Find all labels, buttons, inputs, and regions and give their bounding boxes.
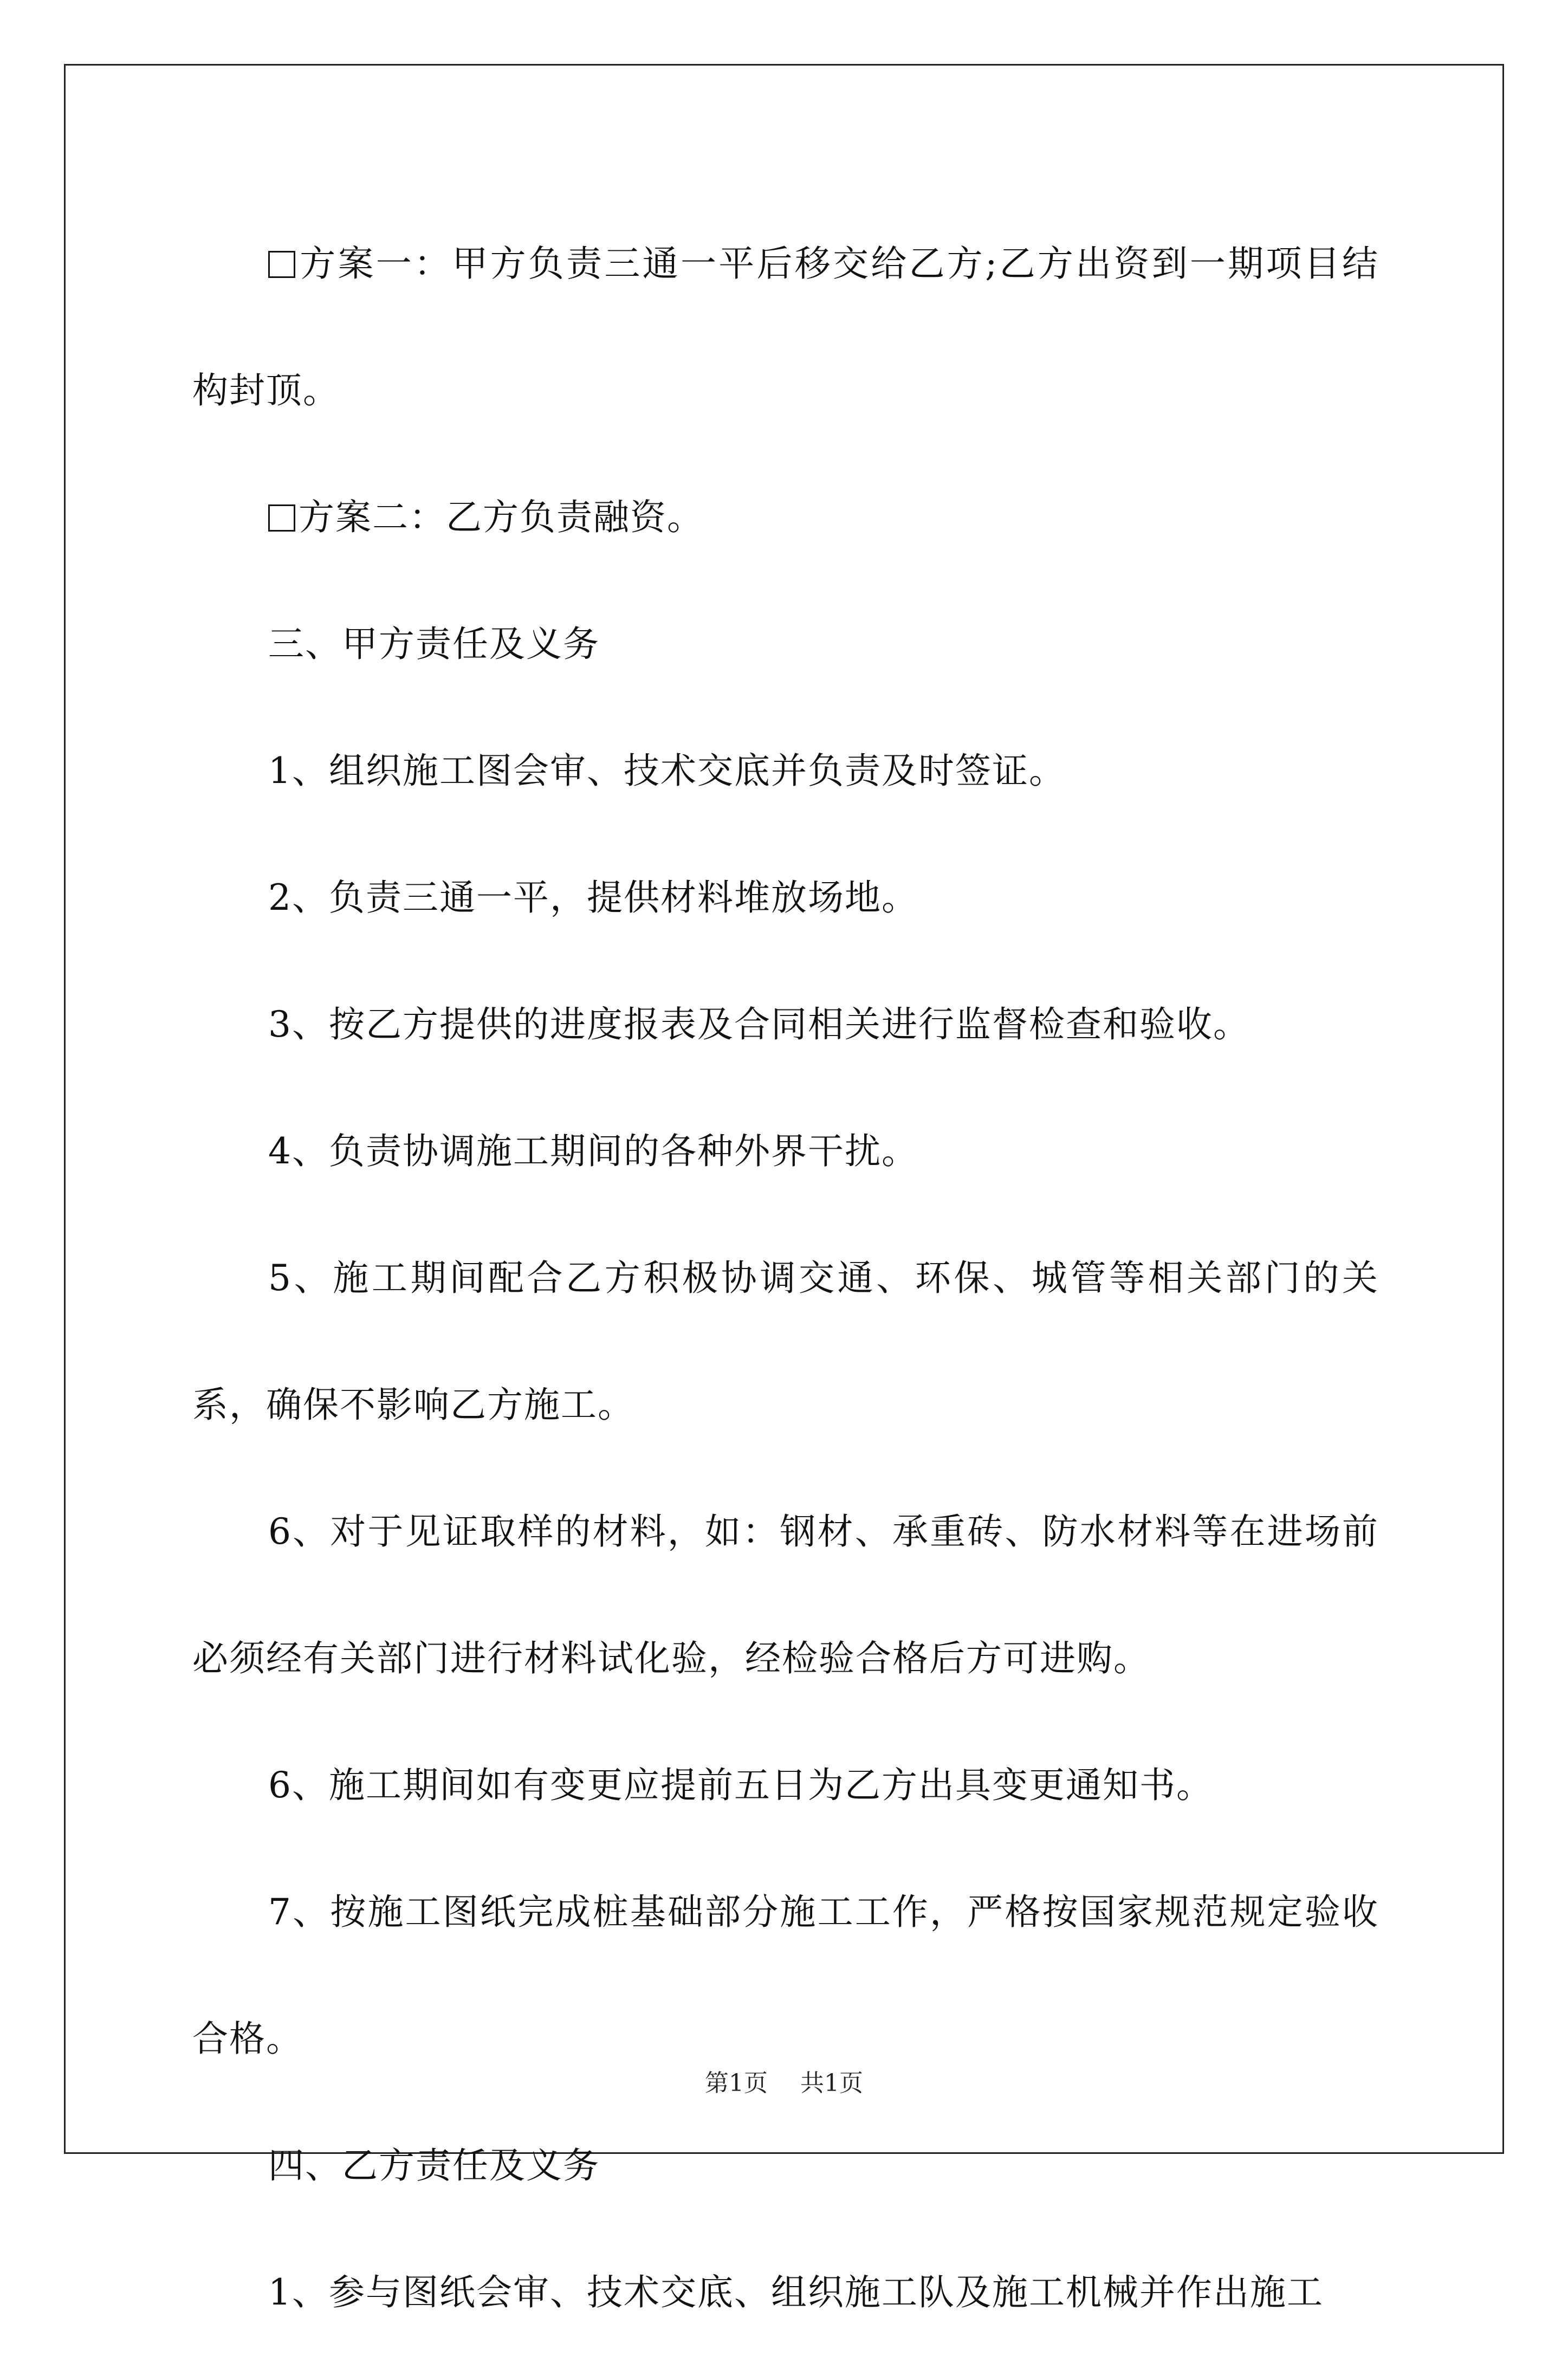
- page-total: 共1页: [800, 2069, 863, 2097]
- paragraph-text: 1、组织施工图会审、技术交底并负责及时签证。: [268, 750, 1066, 792]
- section-heading-party-a: [192, 581, 1379, 708]
- checkbox-icon[interactable]: [268, 504, 295, 532]
- paragraph-item: [192, 961, 1379, 1088]
- paragraph-item: [192, 708, 1379, 834]
- paragraph-text: 1、参与图纸会审、技术交底、组织施工队及施工机械并作出施工: [268, 2271, 1324, 2313]
- paragraph-text: 2、负责三通一平，提供材料堆放场地。: [268, 877, 918, 918]
- paragraph-text: 3、按乙方提供的进度报表及合同相关进行监督检查和验收。: [268, 1004, 1250, 1045]
- paragraph-text: 7、按施工图纸完成桩基础部分施工工作，严格按国家规范规定验收合格。: [192, 1891, 1379, 2060]
- paragraph-text: 方案一：甲方负责三通一平后移交给乙方;乙方出资到一期项目结构封顶。: [192, 243, 1379, 411]
- paragraph-item: [192, 2229, 1379, 2356]
- paragraph-item: [192, 1722, 1379, 1849]
- paragraph-item: [192, 1088, 1379, 1215]
- paragraph-plan-one: [192, 200, 1379, 454]
- document-body: [192, 200, 1379, 2356]
- paragraph-text: 4、负责协调施工期间的各种外界干扰。: [268, 1130, 918, 1172]
- paragraph-item: [192, 1215, 1379, 1468]
- paragraph-text: 6、对于见证取样的材料，如：钢材、承重砖、防水材料等在进场前必须经有关部门进行材料试化验，经检验合格后方可进购。: [192, 1511, 1379, 1679]
- paragraph-item: [192, 1468, 1379, 1722]
- page-footer: [0, 2067, 1568, 2100]
- paragraph-text: 5、施工期间配合乙方积极协调交通、环保、城管等相关部门的关系，确保不影响乙方施工。: [192, 1257, 1379, 1426]
- paragraph-text: 方案二：乙方负责融资。: [299, 496, 704, 538]
- paragraph-item: [192, 1849, 1379, 2102]
- paragraph-text: 三、甲方责任及义务: [268, 623, 600, 665]
- paragraph-item: [192, 834, 1379, 961]
- checkbox-icon[interactable]: [268, 251, 295, 278]
- paragraph-plan-two: [192, 454, 1379, 581]
- page-number: 第1页: [705, 2069, 768, 2097]
- section-heading-party-b: [192, 2102, 1379, 2229]
- paragraph-text: 6、施工期间如有变更应提前五日为乙方出具变更通知书。: [268, 1764, 1213, 1806]
- paragraph-text: 四、乙方责任及义务: [268, 2145, 600, 2186]
